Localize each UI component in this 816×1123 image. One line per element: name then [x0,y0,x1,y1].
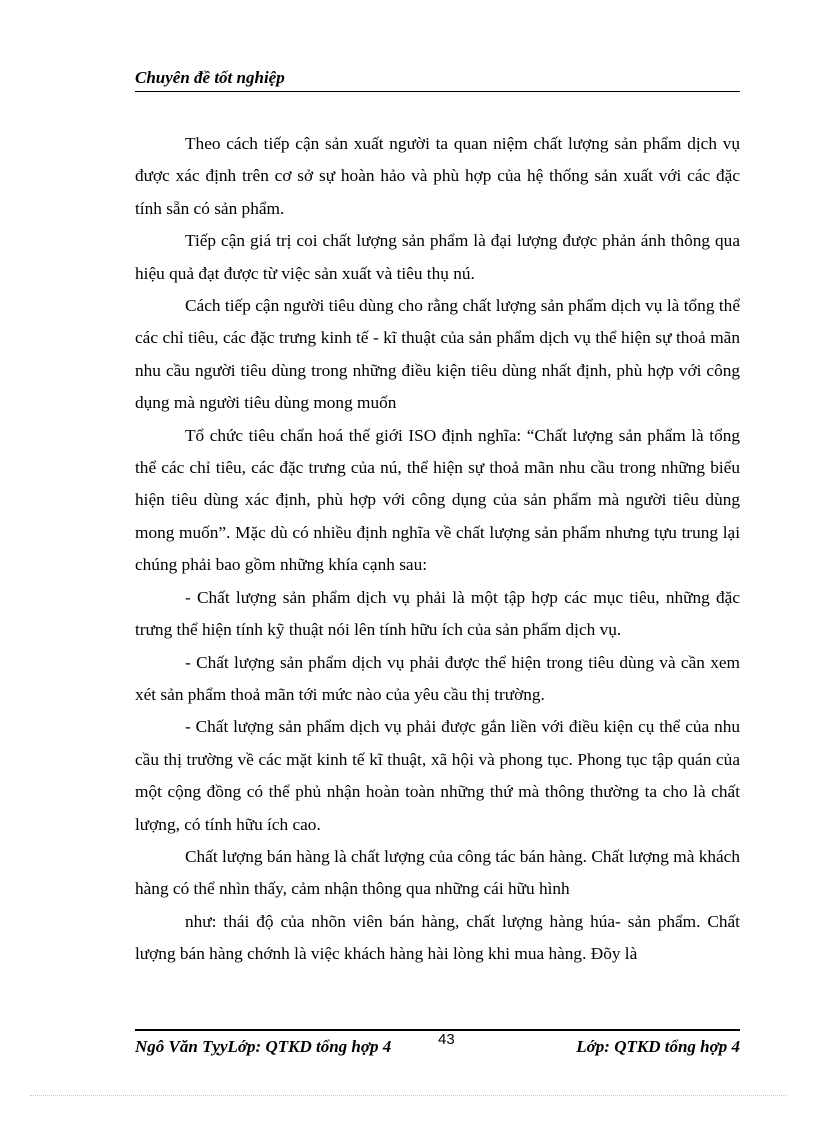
page-footer [135,1029,740,1061]
paragraph: Tiếp cận giá trị coi chất lượng sản phẩm là đại lượng được phản ánh thông qua hiệu quả đạt được từ việc sản xuất và tiêu thụ nú. [135,231,740,283]
paragraph: Chất lượng bán hàng là chất lượng của công tác bán hàng. Chất lượng mà khách hàng có thể nhìn thấy, cảm nhận thông qua những cái hữu hình [135,846,740,899]
bullet-paragraph: - Chất lượng sản phẩm dịch vụ phải được thể hiện trong tiêu dùng và cần xem xét sản phẩm thoả mãn tới mức nào của yêu cầu thị trường. [135,652,740,704]
paragraph: như: thái độ của nhõn viên bán hàng, chất lượng hàng húa- sản phẩm. Chất lượng bán hàng chớnh là việc khách hàng hài lòng khi mua hàng. Đõy là [135,911,740,964]
body-text [135,128,740,971]
footer-author-class: Ngô Văn TỵyLớp: QTKD tổng hợp 4 [135,1037,392,1056]
page-bottom-divider [30,1095,786,1096]
page-number: 43 [438,1031,455,1048]
paragraph: Theo cách tiếp cận sản xuất người ta quan niệm chất lượng sản phẩm dịch vụ được xác định trên cơ sở sự hoàn hảo và phù hợp của hệ thống sản xuất với các đặc tính sẵn có sản phẩm. [135,134,740,218]
bullet-paragraph: - Chất lượng sản phẩm dịch vụ phải được gắn liền với điều kiện cụ thể của nhu cầu thị trường về các mặt kinh tế kĩ thuật, xã hội và phong tục. Phong tục tập quán của một cộng đồng có thể phủ nhận hoàn toàn những thứ mà thông thường ta cho là chất lượng, có tính hữu ích cao. [135,717,740,834]
bullet-paragraph: - Chất lượng sản phẩm dịch vụ phải là một tập hợp các mục tiêu, những đặc trưng thể hiện tính kỹ thuật nói lên tính hữu ích của sản phẩm dịch vụ. [135,587,740,640]
page-header-title: Chuyên đề tốt nghiệp [135,66,740,92]
footer-class: Lớp: QTKD tổng hợp 4 [576,1037,740,1056]
paragraph: Tổ chức tiêu chẩn hoá thế giới ISO định nghĩa: “Chất lượng sản phẩm là tổng thể các chỉ tiêu, các đặc trưng của nú, thể hiện sự thoả mãn nhu cầu trong những biểu hiện tiêu dùng xác định, phù hợp với công dụng của sản phẩm mà người tiêu dùng mong muốn”. Mặc dù có nhiều định nghĩa về chất lượng sản phẩm nhưng tựu trung lại chúng phải bao gồm những khía cạnh sau: [135,425,740,575]
paragraph: Cách tiếp cận người tiêu dùng cho rằng chất lượng sản phẩm dịch vụ là tổng thể các chỉ tiêu, các đặc trưng kinh tế - kĩ thuật của sản phẩm dịch vụ thể hiện sự thoả mãn nhu cầu người tiêu dùng trong những điều kiện tiêu dùng nhất định, phù hợp với công dụng mà người tiêu dùng mong muốn [135,296,740,413]
